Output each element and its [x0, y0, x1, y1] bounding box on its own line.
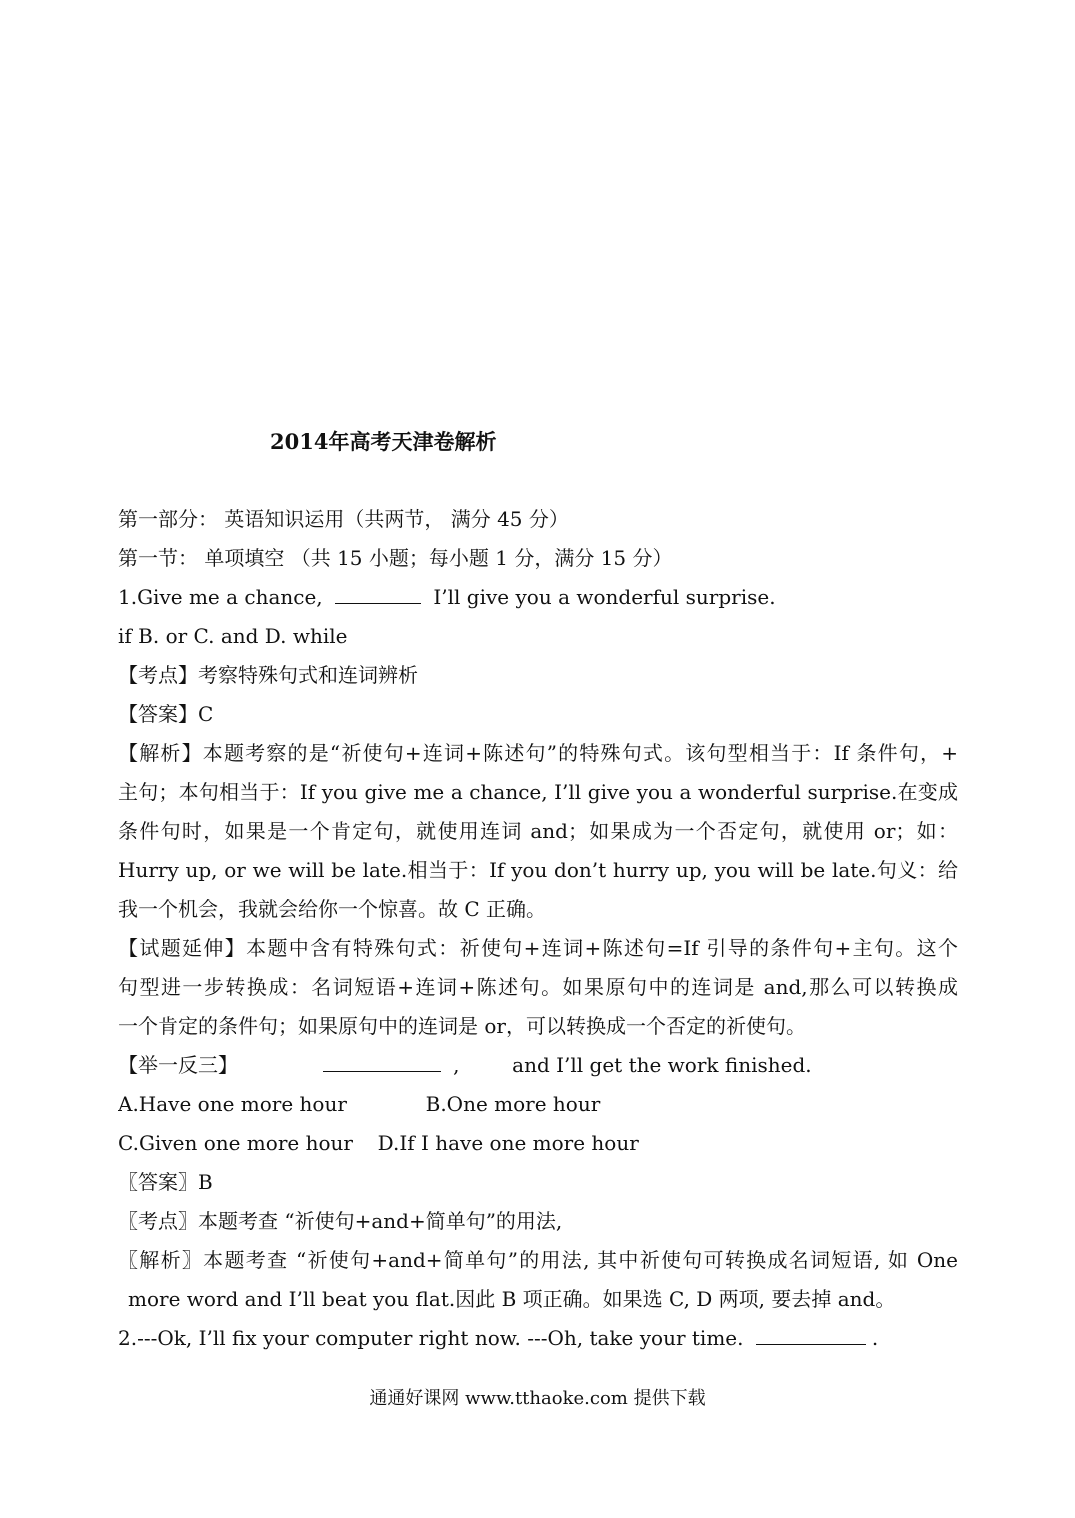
- example-option-c: C.Given one more hour: [118, 1131, 353, 1155]
- question-1-analysis-line: 我一个机会，我就会给你一个惊喜。故 C 正确。: [118, 897, 547, 921]
- example-options-ab: [118, 1085, 958, 1124]
- question-1-extension-line: 一个肯定的条件句；如果原句中的连词是 or，可以转换成一个否定的祈使句。: [118, 1014, 806, 1038]
- example-label: 【举一反三】: [118, 1053, 238, 1077]
- example-option-d: D.If I have one more hour: [377, 1131, 639, 1155]
- example-option-b: B.One more hour: [425, 1092, 601, 1116]
- question-2-period: .: [871, 1326, 879, 1350]
- section-heading: 第一节： 单项填空 （共 15 小题；每小题 1 分，满分 15 分）: [118, 546, 673, 570]
- example-comma: ,: [453, 1053, 460, 1077]
- question-1-stem: [118, 578, 958, 617]
- answer-blank: [756, 1324, 866, 1345]
- question-1-analysis-line: 条件句时，如果是一个肯定句，就使用连词 and；如果成为一个否定句，就使用 or；如：: [118, 819, 958, 843]
- question-1-options: if B. or C. and D. while: [118, 624, 348, 648]
- answer-blank: [323, 1051, 441, 1072]
- question-1-kaodian: 【考点】考察特殊句式和连词辨析: [118, 663, 418, 687]
- question-1-analysis-line: Hurry up, or we will be late.相当于：If you don’t hurry up, you will be late.句义：给: [118, 858, 958, 882]
- question-2-stem-text: 2.---Ok, I’ll fix your computer right now. ---Oh, take your time.: [118, 1326, 744, 1350]
- example-stem-after: and I’ll get the work finished.: [512, 1053, 812, 1077]
- example-analysis-line: more word and I’ll beat you flat.因此 B 项正确。如果选 C, D 两项, 要去掉 and。: [128, 1287, 896, 1311]
- answer-blank: [335, 583, 421, 604]
- document-body: [118, 500, 958, 1358]
- page-footer: 通通好课网 www.tthaoke.com 提供下载: [369, 1388, 706, 1409]
- document-title: 2014年高考天津卷解析: [270, 429, 497, 454]
- question-1-stem-before: 1.Give me a chance,: [118, 585, 323, 609]
- question-2-stem: [118, 1319, 958, 1358]
- question-1-analysis-line: 【解析】本题考察的是“祈使句+连词+陈述句”的特殊句式。该句型相当于：If 条件句，+: [118, 741, 958, 765]
- question-1-analysis-line: 主句；本句相当于：If you give me a chance, I’ll give you a wonderful surprise.在变成: [118, 780, 958, 804]
- question-1-extension-line: 【试题延伸】本题中含有特殊句式：祈使句+连词+陈述句=If 引导的条件句+主句。这个: [118, 936, 958, 960]
- example-kaodian: 〖考点〗本题考查 “祈使句+and+简单句”的用法,: [118, 1209, 563, 1233]
- question-1-extension-line: 句型进一步转换成：名词短语+连词+陈述句。如果原句中的连词是 and,那么可以转换成: [118, 975, 958, 999]
- example-stem: [118, 1046, 958, 1085]
- example-option-a: A.Have one more hour: [118, 1092, 347, 1116]
- question-1-stem-after: I’ll give you a wonderful surprise.: [433, 585, 776, 609]
- example-analysis-line: 〖解析〗本题考查 “祈使句+and+简单句”的用法, 其中祈使句可转换成名词短语, 如 One: [118, 1248, 958, 1272]
- part-heading: 第一部分： 英语知识运用（共两节， 满分 45 分）: [118, 507, 569, 531]
- question-1-answer: 【答案】C: [118, 702, 214, 726]
- example-options-cd: [118, 1124, 958, 1163]
- example-answer: 〖答案〗B: [118, 1170, 213, 1194]
